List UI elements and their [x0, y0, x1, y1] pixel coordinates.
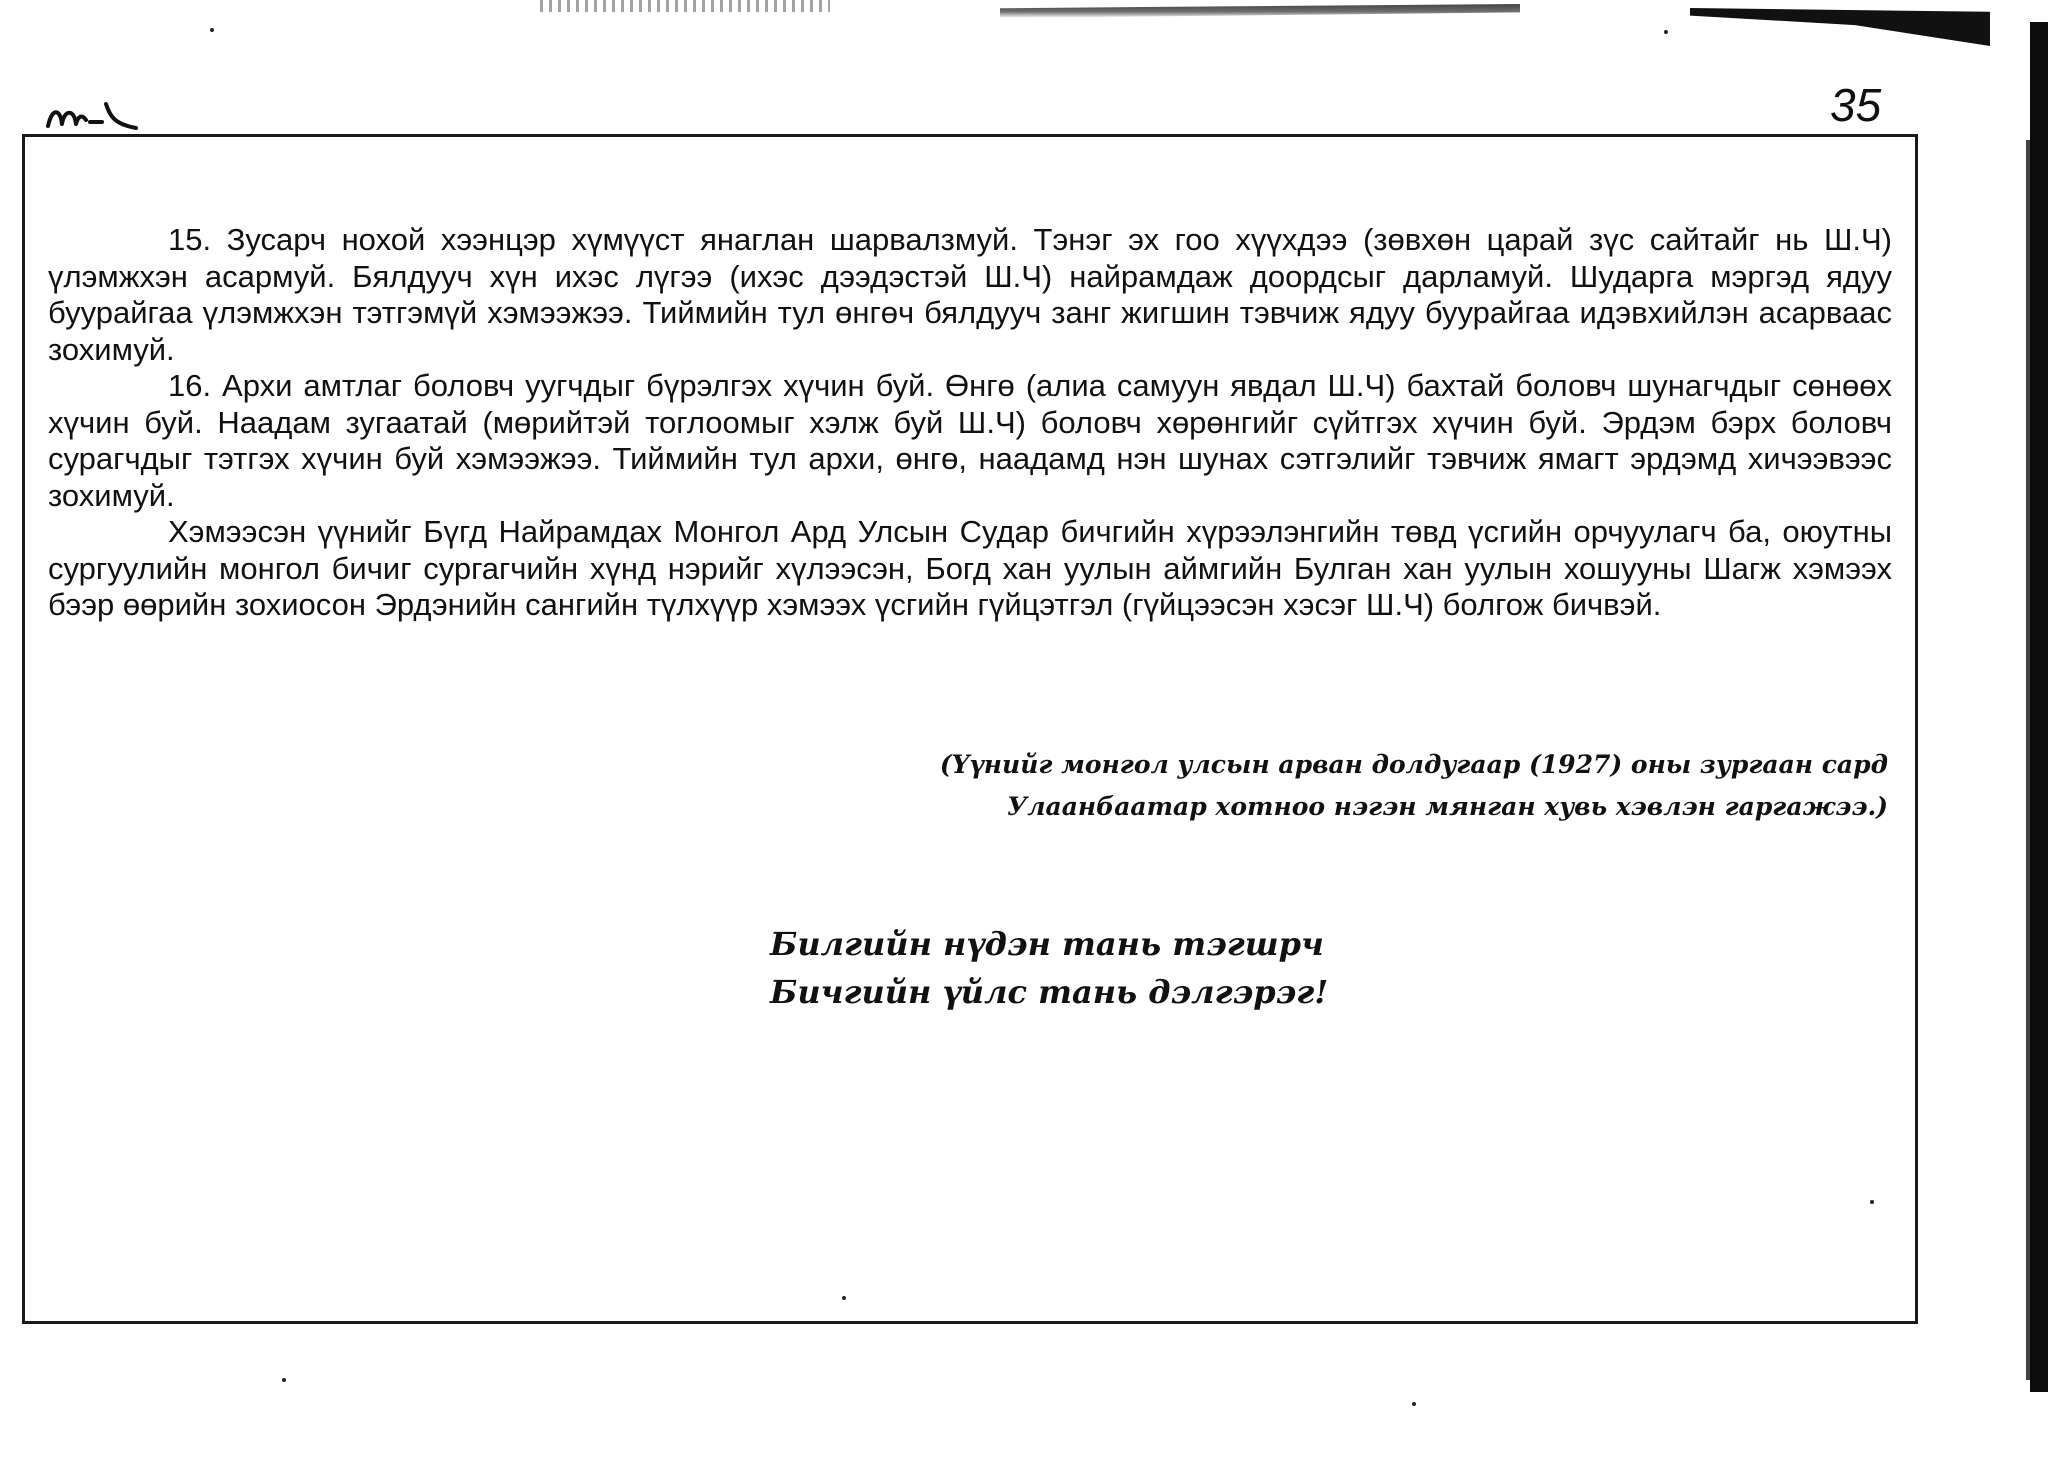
scan-speck — [210, 28, 214, 32]
closing-motto — [770, 920, 1328, 1016]
scan-edge-right — [2030, 22, 2048, 1392]
scan-artifact-top-right — [1690, 8, 1990, 46]
paragraph-15: 15. Зусарч нохой хээнцэр хүмүүст янаглан шарвалзмуй. Тэнэг эх гоо хүүхдээ (зөвхөн царай зүс сайтайг нь Ш.Ч) үлэмжхэн асармуй. Бялдууч хүн ихэс лүгээ (ихэс дээдэстэй Ш.Ч) найрамдаж доордсыг дарламуй. Шударга мэргэд ядуу буурайгаа үлэмжхэн тэтгэмүй хэмээжээ. Тиймийн тул өнгөч бялдууч занг жигшин тэвчиж ядуу буурайгаа идэвхийлэн асарваас зохимуй. — [48, 222, 1892, 367]
scan-artifact-top-middle — [1000, 4, 1520, 18]
motto-line-2: Бичгийн үйлс тань дэлгэрэг! — [770, 973, 1329, 1011]
scan-speck — [1412, 1402, 1416, 1406]
publication-colophon — [760, 744, 1888, 828]
body-text — [48, 222, 1892, 624]
scan-edge-right-inner — [2026, 140, 2030, 1380]
colophon-line-1: (Үүнийг монгол улсын арван долдугаар (1927) оны зургаан сард — [939, 750, 1888, 779]
scan-speck — [282, 1378, 286, 1382]
handwritten-mark — [44, 98, 140, 137]
scan-artifact-top-left — [540, 0, 830, 12]
colophon-line-2: Улаанбаатар хотноо нэгэн мянган хувь хэвлэн гаргажээ.) — [1006, 792, 1888, 821]
page-number: 35 — [1830, 79, 1882, 131]
motto-line-1: Билгийн нүдэн тань тэгшрч — [770, 925, 1324, 963]
paragraph-16: 16. Архи амтлаг боловч уугчдыг бүрэлгэх хүчин буй. Өнгө (алиа самуун явдал Ш.Ч) бахтай боловч шунагчдыг сөнөөх хүчин буй. Наадам зугаатай (мөрийтэй тоглоомыг хэлж буй Ш.Ч) боловч хөрөнгийг сүйтгэх хүчин буй. Эрдэм бэрх боловч сурагчдыг тэтгэх хүчин буй хэмээжээ. Тиймийн тул архи, өнгө, наадамд нэн шунах сэтгэлийг тэвчиж ямагт эрдэмд хичээвээс зохимуй. — [48, 368, 1892, 513]
paragraph-closing: Хэмээсэн үүнийг Бүгд Найрамдах Монгол Ард Улсын Судар бичгийн хүрээлэнгийн төвд үсгийн орчуулагч ба, оюутны сургуулийн монгол бичиг сургагчийн хүнд нэрийг хүлээсэн, Богд хан уулын аймгийн Булган хан уулын хошууны Шагж хэмээх бээр өөрийн зохиосон Эрдэнийн сангийн түлхүүр хэмээх үсгийн гүйцэтгэл (гүйцээсэн хэсэг Ш.Ч) болгож бичвэй. — [48, 514, 1892, 622]
scan-speck — [1664, 30, 1668, 34]
